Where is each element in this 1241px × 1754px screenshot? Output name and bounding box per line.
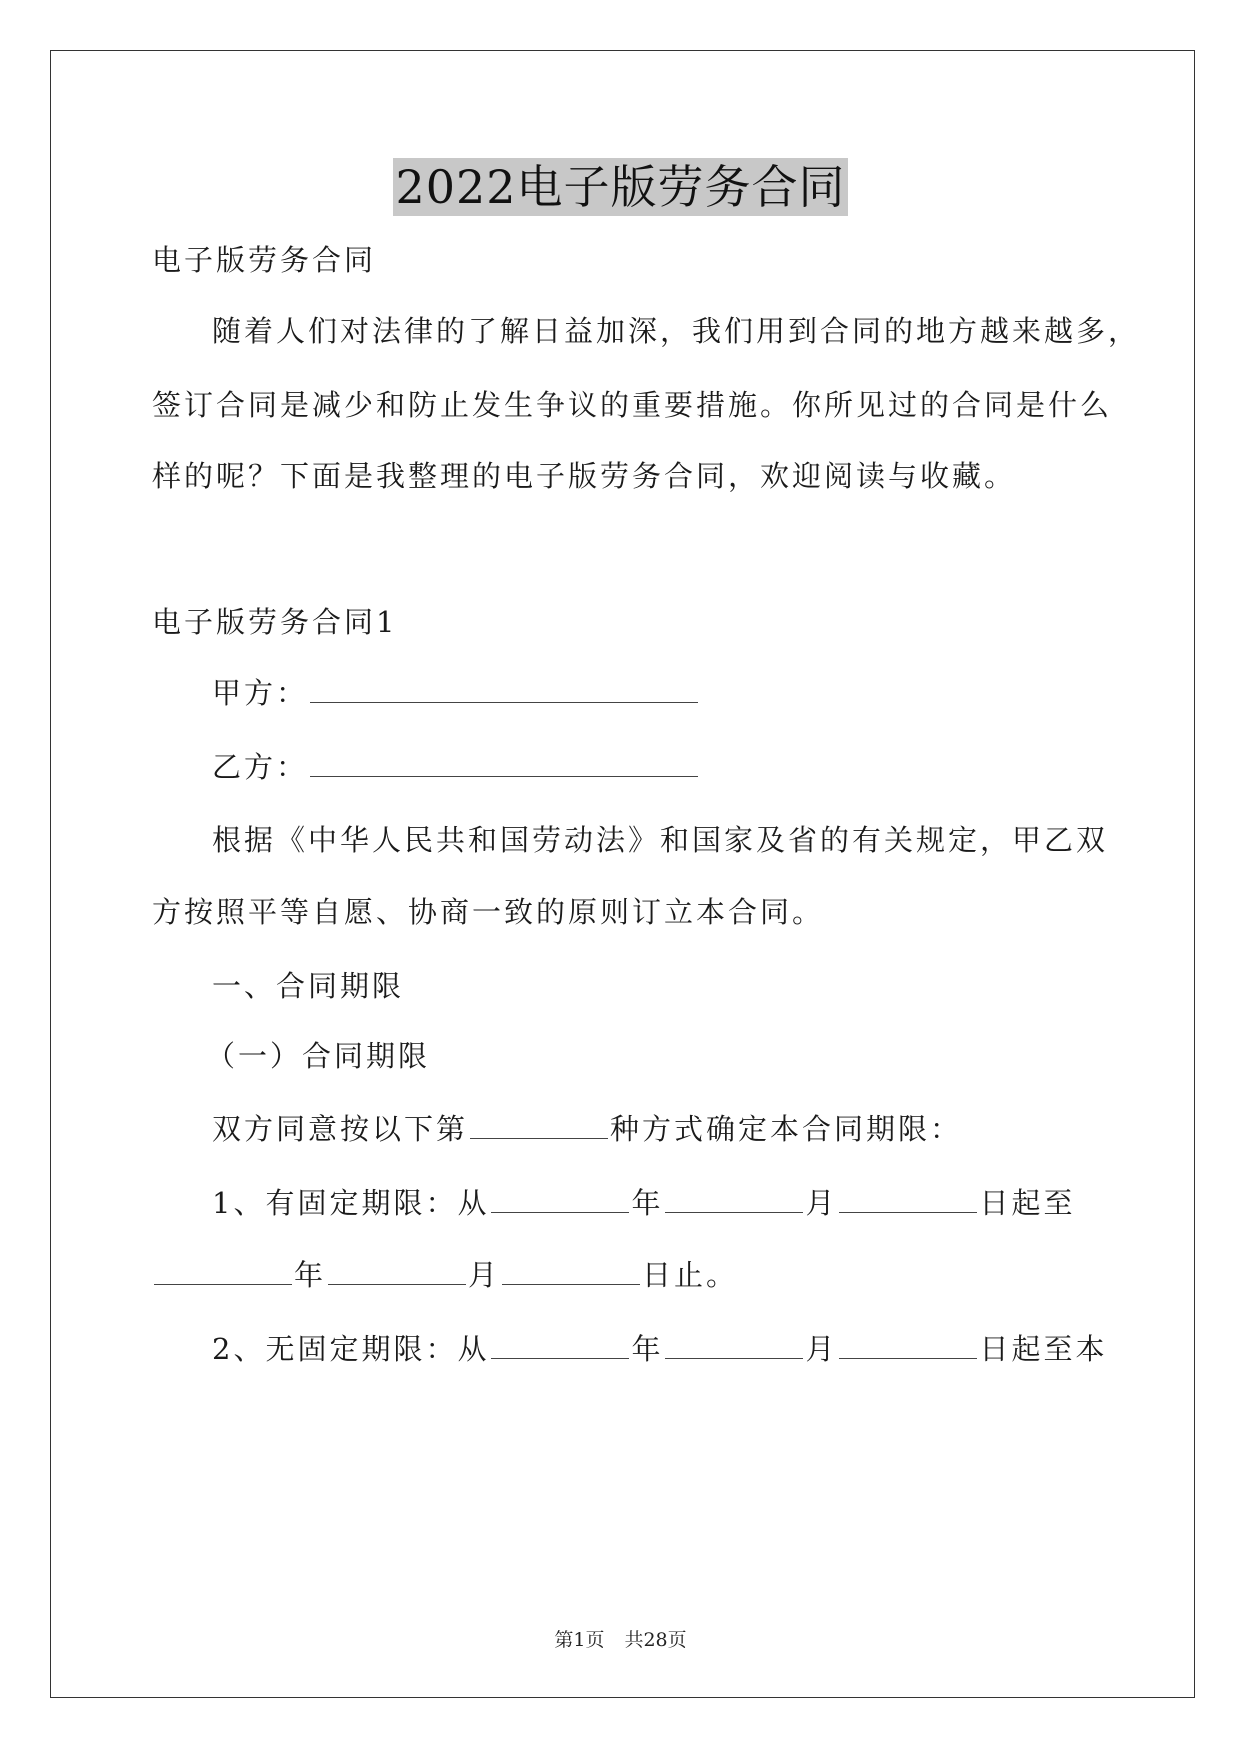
fixed-end-year-blank xyxy=(154,1254,292,1285)
open-start-month-label: 月 xyxy=(805,1332,838,1366)
term-intro-after: 种方式确定本合同期限： xyxy=(610,1112,963,1146)
fixed-start-month-blank xyxy=(665,1182,803,1213)
fixed-start-until-label: 日起至 xyxy=(979,1186,1076,1220)
term-intro-row xyxy=(212,1108,962,1149)
intro-line-3: 样的呢？下面是我整理的电子版劳务合同，欢迎阅读与收藏。 xyxy=(152,459,1017,493)
party-b-row xyxy=(212,746,700,787)
document-title: 2022电子版劳务合同 xyxy=(395,160,846,214)
clause-1-subtitle: （一）合同期限 xyxy=(206,1039,431,1073)
party-b-blank xyxy=(310,746,698,777)
open-start-year-blank xyxy=(491,1328,629,1359)
open-start-day-blank xyxy=(839,1328,977,1359)
document-subtitle: 电子版劳务合同 xyxy=(152,243,377,277)
intro-line-2: 签订合同是减少和防止发生争议的重要措施。你所见过的合同是什么 xyxy=(152,388,1113,422)
page-number-current: 第1页 xyxy=(554,1629,605,1651)
clause-1-title: 一、合同期限 xyxy=(212,969,405,1003)
party-a-blank xyxy=(310,672,698,703)
open-start-year-label: 年 xyxy=(631,1332,664,1366)
open-term-label: 2、无固定期限：从 xyxy=(212,1332,490,1366)
fixed-end-day-label: 日止。 xyxy=(642,1258,739,1292)
party-a-label: 甲方： xyxy=(212,676,309,710)
fixed-start-month-label: 月 xyxy=(805,1186,838,1220)
fixed-end-day-blank xyxy=(502,1254,640,1285)
fixed-end-year-label: 年 xyxy=(294,1258,327,1292)
open-start-month-blank xyxy=(665,1328,803,1359)
fixed-start-year-label: 年 xyxy=(631,1186,664,1220)
fixed-term-label: 1、有固定期限：从 xyxy=(212,1186,490,1220)
page-footer xyxy=(0,1628,1241,1652)
basis-line-2: 方按照平等自愿、协商一致的原则订立本合同。 xyxy=(152,895,825,929)
basis-line-1: 根据《中华人民共和国劳动法》和国家及省的有关规定，甲乙双 xyxy=(212,823,1109,857)
term-intro-before: 双方同意按以下第 xyxy=(212,1112,469,1146)
page-number-total: 共28页 xyxy=(624,1629,687,1651)
fixed-end-month-blank xyxy=(328,1254,466,1285)
term-choice-blank xyxy=(470,1108,608,1139)
party-b-label: 乙方： xyxy=(212,750,309,784)
title-container xyxy=(0,158,1241,216)
page-border xyxy=(50,50,1195,1698)
fixed-term-end-row xyxy=(152,1254,738,1295)
fixed-end-month-label: 月 xyxy=(468,1258,501,1292)
party-a-row xyxy=(212,672,700,713)
fixed-term-row xyxy=(212,1182,1076,1223)
fixed-start-day-blank xyxy=(839,1182,977,1213)
intro-line-1: 随着人们对法律的了解日益加深，我们用到合同的地方越来越多， xyxy=(212,314,1141,348)
open-term-row xyxy=(212,1328,1108,1369)
fixed-start-year-blank xyxy=(491,1182,629,1213)
open-start-until-label: 日起至本 xyxy=(979,1332,1108,1366)
section-title: 电子版劳务合同1 xyxy=(152,605,398,639)
